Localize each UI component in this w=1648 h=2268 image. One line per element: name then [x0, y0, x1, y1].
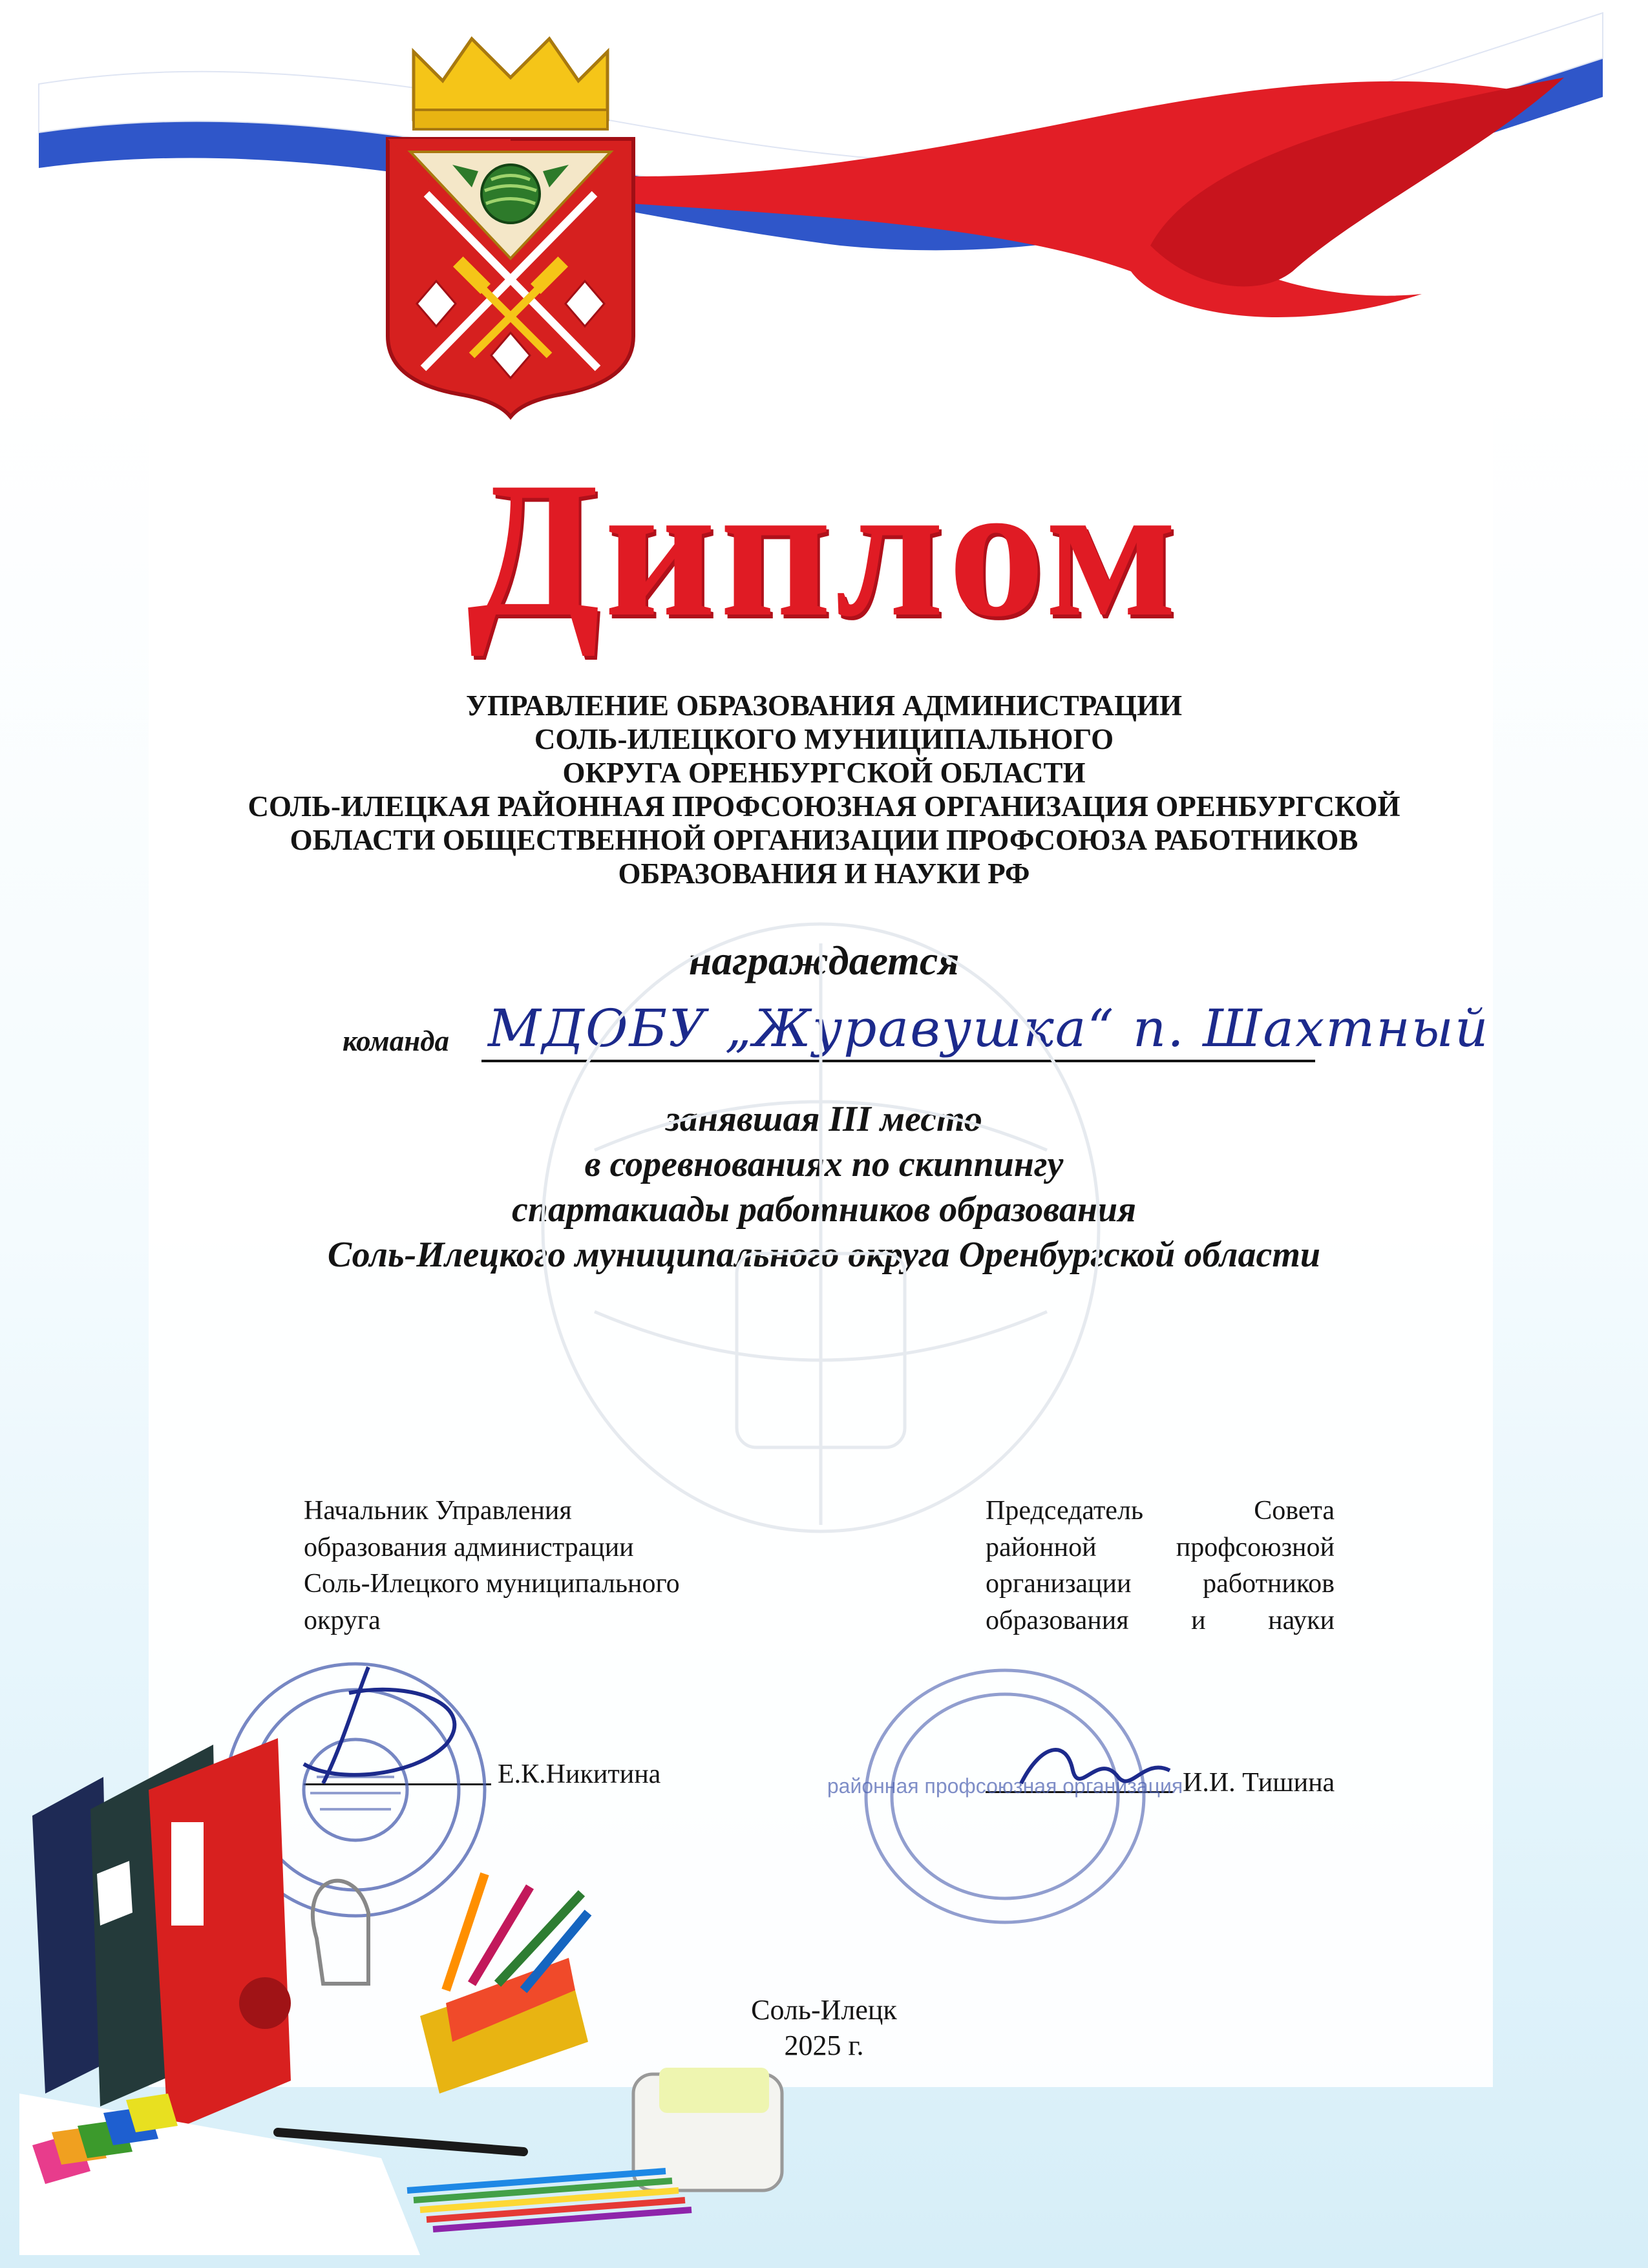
footer-year: 2025 г.	[784, 2030, 864, 2061]
signatory-name-right: И.И. Тишина	[1183, 1768, 1335, 1798]
team-prefix: команда	[343, 1025, 450, 1057]
flag-ribbon	[0, 0, 1648, 414]
signatory-title-line: образования администрации	[304, 1532, 634, 1562]
place-line: в соревнованиях по скиппингу	[584, 1144, 1064, 1184]
signatory-title-line: Соль-Илецкого муниципального	[304, 1569, 680, 1599]
signatory-title-line: образования и науки	[986, 1606, 1335, 1636]
office-supplies-illustration	[19, 1680, 860, 2255]
awarded-heading: награждается	[688, 938, 960, 983]
stamp-text: районная профсоюзная организация	[827, 1774, 1183, 1798]
coat-of-arms-icon	[375, 32, 646, 414]
footer-city: Соль-Илецк	[751, 1994, 897, 2026]
organization-line: ОКРУГА ОРЕНБУРГСКОЙ ОБЛАСТИ	[562, 757, 1086, 789]
organization-line: УПРАВЛЕНИЕ ОБРАЗОВАНИЯ АДМИНИСТРАЦИИ	[465, 689, 1183, 722]
signatory-title-line: округа	[304, 1606, 381, 1636]
organization-line: СОЛЬ-ИЛЕЦКОГО МУНИЦИПАЛЬНОГО	[534, 723, 1114, 755]
watermark-emblem-icon	[401, 892, 1241, 1570]
diploma-title: Диплом	[467, 442, 1181, 656]
place-line: Соль-Илецкого муниципального округа Оренбургской области	[327, 1235, 1321, 1275]
signature-icon	[1015, 1732, 1183, 1803]
signature-block-left	[304, 1493, 769, 1639]
signatory-title-line: Начальник Управления	[304, 1496, 572, 1526]
place-line: спартакиады работников образования	[511, 1190, 1137, 1230]
team-name-handwritten: МДОБУ „Журавушка“ п. Шахтный	[488, 998, 1490, 1058]
organization-line: СОЛЬ-ИЛЕЦКАЯ РАЙОННАЯ ПРОФСОЮЗНАЯ ОРГАНИЗАЦИЯ ОРЕНБУРГСКОЙ	[248, 790, 1400, 823]
signatory-title-line: районной профсоюзной	[986, 1532, 1335, 1562]
signatory-title-line: Председатель Совета	[986, 1496, 1335, 1526]
organization-line: ОБРАЗОВАНИЯ И НАУКИ РФ	[618, 857, 1030, 890]
place-line: занявшая III место	[666, 1099, 982, 1139]
signatory-name-left: Е.К.Никитина	[498, 1759, 661, 1789]
signature-block-right	[986, 1493, 1335, 1639]
organization-line: ОБЛАСТИ ОБЩЕСТВЕННОЙ ОРГАНИЗАЦИИ ПРОФСОЮЗА РАБОТНИКОВ	[290, 824, 1358, 856]
signatory-title-line: организации работников	[986, 1569, 1335, 1599]
